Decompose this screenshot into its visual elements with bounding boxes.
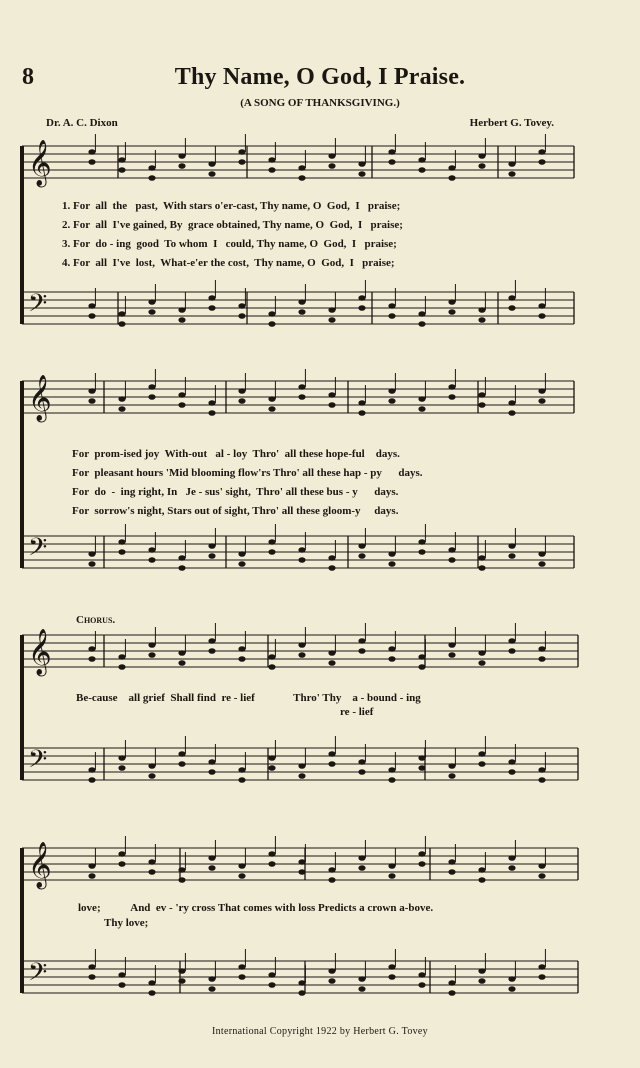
system-3-treble-note [208,638,215,644]
system-3-treble-note [268,664,275,670]
system-1-bass-note [208,305,215,311]
system-3-treble-note [418,664,425,670]
system-2-treble-note [418,406,425,412]
hymn-subtitle: (A SONG OF THANKSGIVING.) [240,97,400,109]
system-3-treble-note [118,664,125,670]
system-4-treble-note [508,865,515,871]
system-2-treble-note [178,402,185,408]
system-3-treble-note [298,642,305,648]
system-2-treble-note [268,396,275,402]
system-2-bass-note [208,543,215,549]
system-2-bass-note [388,551,395,557]
system-4-bass-note [478,968,485,974]
system-2-treble-note [298,384,305,390]
system-2-treble-note [448,394,455,400]
system-2-bass-note [478,565,485,571]
system-3-bass-note [388,777,395,783]
system-2-bass-note [118,539,125,545]
system-2-bass-note [508,553,515,559]
system-3-treble-note [268,654,275,660]
system-4-treble-note [268,861,275,867]
system-2-bass-note [358,543,365,549]
chorus-line-1: Be-cause all grief Shall find re - lief Thro' Thy a - bound - ing [76,692,421,704]
system-1-bass-note [268,311,275,317]
chorus-line-1-bass: re - lief [340,706,374,718]
system-2-treble-note [88,388,95,394]
system-3-bass-note [268,765,275,771]
system-4-treble-note [448,859,455,865]
system-3-bass-note [508,769,515,775]
system-3-treble-note [508,648,515,654]
system-3-bass-note [328,761,335,767]
system-2-treble-note [208,410,215,416]
system-3-bass-note [208,769,215,775]
system-2-bass-note [328,555,335,561]
system-3-bass-note [178,761,185,767]
system-1-treble-note [418,167,425,173]
system-3-treble-note [478,650,485,656]
system-2-treble-note [178,392,185,398]
system-2-bass-note [268,539,275,545]
system-2-treble-note [148,384,155,390]
system-1-treble-note [238,159,245,165]
system-1-treble-note [388,149,395,155]
system-1-bass-note [508,305,515,311]
system-2-bass-note [298,547,305,553]
system-1-bass-note [388,313,395,319]
system-4-treble-note [118,861,125,867]
system-4-treble-note [298,869,305,875]
system-3-treble-note [328,660,335,666]
system-1-treble-note [508,161,515,167]
system-1-bass-note [478,317,485,323]
system-2-bass-note [88,551,95,557]
system-4-bass-note [268,982,275,988]
system-4-bass-note [478,978,485,984]
system-3-treble-note [358,638,365,644]
system-4-treble-note [418,851,425,857]
system-1-bass-note [118,311,125,317]
system-1-treble-note [118,157,125,163]
system-3-bass-note [238,777,245,783]
system-1-bass-note [328,307,335,313]
system-4-treble-note [148,859,155,865]
system-2-treble-note [118,396,125,402]
system-3-treble-note [148,652,155,658]
system-2-treble-note [328,392,335,398]
system-3-treble-note [478,660,485,666]
system-3-bass-note [448,773,455,779]
system-4-treble-note [88,863,95,869]
system-1-bass-note [238,303,245,309]
system-4-treble-note [478,877,485,883]
chorus-label: Chorus. [76,614,116,626]
system-4-bass-note [358,976,365,982]
system-4-treble-note [448,869,455,875]
system-2-bass-note [148,547,155,553]
system-1-bass-note [418,311,425,317]
system-3-treble-note [448,642,455,648]
system-3-treble-note [238,646,245,652]
system-2-bass-note [298,557,305,563]
system-3-treble-clef: 𝄞 [28,629,52,675]
system-3-bass-note [538,767,545,773]
system-3-bass-note [298,773,305,779]
system-1-treble-note [358,161,365,167]
system-4-treble-note [328,877,335,883]
system-4-bass-note [448,980,455,986]
system-4-bass-note [298,990,305,996]
system-1-treble-note [538,149,545,155]
system-1-treble-note [148,175,155,181]
hymn-number: 8 [22,64,34,90]
system-4-bass-clef: 𝄢 [28,958,48,993]
system-2-treble-note [268,406,275,412]
system-3-bass-note [418,755,425,761]
system-4-treble-note [238,873,245,879]
system-3-treble-note [508,638,515,644]
system-4-treble-note [418,861,425,867]
system-3-bass-note [208,759,215,765]
system-3-bass-note [118,765,125,771]
system-4-bass-note [388,964,395,970]
system-4-bass-note [268,972,275,978]
system-2-bass-note [148,557,155,563]
system-1-treble-note [448,165,455,171]
verse-3-line-1: 3. For do - ing good To whom I could, Thy name, O God, I praise; [62,238,397,250]
system-4-treble-note [328,867,335,873]
system-2-treble-note [148,394,155,400]
system-2-bass-note [418,549,425,555]
system-4-treble-note [298,859,305,865]
system-4-bass-note [118,982,125,988]
system-1-treble-note [298,175,305,181]
verse-1-line-1: 1. For all the past, With stars o'er-cast, Thy name, O God, I praise; [62,200,401,212]
system-3-bass-note [328,751,335,757]
system-1-bass-note [448,309,455,315]
system-1-treble-note [328,153,335,159]
system-1-bass-note [178,317,185,323]
system-3-bass-note [298,763,305,769]
system-4-treble-note [538,873,545,879]
system-4-treble-note [358,865,365,871]
system-2-treble-note [418,396,425,402]
verse-3-line-2: For do - ing right, In Je - sus' sight, Thro' all these bus - y days. [72,486,399,498]
system-1-treble-note [88,149,95,155]
system-4-treble-note [208,855,215,861]
system-1-bass-note [208,295,215,301]
system-2-bass-note [268,549,275,555]
system-1-treble-note [448,175,455,181]
system-2-bass-note [238,561,245,567]
system-4-bass-note [238,974,245,980]
system-1-treble-note [268,167,275,173]
system-2-treble-note [328,402,335,408]
verse-1-line-2: For prom-ised joy With-out al - loy Thro' all these hope-ful days. [72,448,400,460]
system-2-treble-note [478,392,485,398]
system-3-treble-note [118,654,125,660]
system-4-treble-clef: 𝄞 [28,842,52,888]
system-2-treble-note [538,398,545,404]
system-3-bass-note [238,767,245,773]
hymn-title: Thy Name, O God, I Praise. [174,64,466,90]
system-3-bass-note [358,759,365,765]
system-1-bass-note [178,307,185,313]
system-1-treble-note [388,159,395,165]
system-3-bass-note [538,777,545,783]
system-3-treble-note [178,660,185,666]
system-3-treble-note [388,656,395,662]
system-2-bass-note [448,557,455,563]
system-2-treble-note [448,384,455,390]
system-1-bass-note [88,313,95,319]
system-2-treble-note [238,398,245,404]
system-4-treble-note [508,855,515,861]
system-4-bass-note [148,980,155,986]
system-3-bass-note [388,767,395,773]
system-2-bass-note [478,555,485,561]
system-1-treble-note [538,159,545,165]
system-1-bass-note [298,299,305,305]
system-4-treble-note [538,863,545,869]
system-4-treble-note [268,851,275,857]
system-1-bass-note [508,295,515,301]
system-3-treble-note [418,654,425,660]
system-2-bass-note [418,539,425,545]
system-2-bass-note [328,565,335,571]
verse-2-line-2: For pleasant hours 'Mid blooming flow'rs Thro' all these hap - py days. [72,467,423,479]
system-4-treble-note [478,867,485,873]
system-3-bass-note [358,769,365,775]
system-3-bass-note [478,761,485,767]
system-2-treble-note [388,388,395,394]
system-1-treble-note [358,171,365,177]
system-4-bass-note [418,972,425,978]
system-3-bass-note [448,763,455,769]
system-1-bass-note [238,313,245,319]
system-2-bass-note [448,547,455,553]
system-2-treble-note [118,406,125,412]
system-1-treble-note [178,153,185,159]
system-4-treble-note [118,851,125,857]
verse-4-line-2: For sorrow's night, Stars out of sight, Thro' all these gloom-y days. [72,505,399,517]
system-2-bass-note [388,561,395,567]
system-4-bass-note [538,974,545,980]
system-2-treble-note [388,398,395,404]
system-1-treble-note [508,171,515,177]
copyright-notice: International Copyright 1922 by Herbert G. Tovey [212,1026,428,1037]
system-2-treble-clef: 𝄞 [28,375,52,421]
system-2-treble-note [478,402,485,408]
system-3-treble-note [448,652,455,658]
system-2-bass-clef: 𝄢 [28,533,48,568]
system-1-treble-note [148,165,155,171]
system-1-treble-note [208,171,215,177]
chorus-line-2-bass: Thy love; [104,917,149,929]
system-2-treble-note [298,394,305,400]
system-3-treble-note [298,652,305,658]
system-4-bass-note [328,968,335,974]
system-3-bass-note [88,777,95,783]
system-2-bass-note [358,553,365,559]
system-1-bass-note [478,307,485,313]
system-2-bass-note [88,561,95,567]
system-2-bass-note [178,555,185,561]
system-3-bass-note [418,765,425,771]
system-2-bass-note [118,549,125,555]
system-4-bass-note [238,964,245,970]
system-1-treble-note [268,157,275,163]
system-1-treble-clef: 𝄞 [28,140,52,186]
system-2-treble-note [208,400,215,406]
system-4-bass-note [388,974,395,980]
verse-2-line-1: 2. For all I've gained, By grace obtained, Thy name, O God, I praise; [62,219,403,231]
system-4-bass-note [208,976,215,982]
system-1-bass-note [148,309,155,315]
verse-4-line-1: 4. For all I've lost, What-e'er the cost, Thy name, O God, I praise; [62,257,395,269]
system-2-bass-note [508,543,515,549]
system-4-bass-note [508,986,515,992]
system-3-bass-note [148,763,155,769]
system-3-treble-note [88,646,95,652]
system-3-treble-note [358,648,365,654]
system-3-bass-note [268,755,275,761]
system-3-bass-clef: 𝄢 [28,745,48,780]
system-1-bass-note [358,295,365,301]
system-3-treble-note [148,642,155,648]
system-1-bass-note [448,299,455,305]
system-4-bass-note [328,978,335,984]
system-4-bass-note [178,968,185,974]
system-3-bass-note [178,751,185,757]
system-3-treble-note [88,656,95,662]
system-2-treble-note [358,410,365,416]
chorus-line-2: love; And ev - 'ry cross That comes with loss Predicts a crown a-bove. [78,902,434,914]
system-1-bass-note [118,321,125,327]
system-4-treble-note [238,863,245,869]
system-2-treble-note [358,400,365,406]
system-1-treble-note [238,149,245,155]
system-1-treble-note [178,163,185,169]
system-4-bass-note [508,976,515,982]
system-4-treble-note [208,865,215,871]
system-4-bass-note [88,964,95,970]
system-2-bass-note [538,551,545,557]
system-3-bass-note [88,767,95,773]
system-2-bass-note [208,553,215,559]
system-1-bass-note [358,305,365,311]
system-2-treble-note [508,400,515,406]
system-3-treble-note [538,656,545,662]
system-1-bass-clef: 𝄢 [28,289,48,324]
system-4-treble-note [388,863,395,869]
system-1-treble-note [88,159,95,165]
system-3-bass-note [118,755,125,761]
system-4-bass-note [448,990,455,996]
system-1-treble-note [208,161,215,167]
system-3-treble-note [328,650,335,656]
system-2-treble-note [88,398,95,404]
lyricist: Dr. A. C. Dixon [46,117,118,129]
system-1-treble-note [118,167,125,173]
system-3-treble-note [538,646,545,652]
system-4-treble-note [88,873,95,879]
system-1-bass-note [298,309,305,315]
system-3-treble-note [238,656,245,662]
system-3-treble-note [208,648,215,654]
system-4-bass-note [298,980,305,986]
system-4-bass-note [358,986,365,992]
system-2-treble-note [508,410,515,416]
system-1-treble-note [478,153,485,159]
composer: Herbert G. Tovey. [469,117,554,129]
system-4-treble-note [178,867,185,873]
system-4-bass-note [178,978,185,984]
system-4-bass-note [118,972,125,978]
system-1-bass-note [268,321,275,327]
system-1-treble-note [478,163,485,169]
system-1-bass-note [328,317,335,323]
system-1-treble-note [298,165,305,171]
system-1-bass-note [538,313,545,319]
system-4-bass-note [208,986,215,992]
system-4-bass-note [538,964,545,970]
system-3-bass-note [148,773,155,779]
system-1-bass-note [88,303,95,309]
system-4-treble-note [148,869,155,875]
system-4-treble-note [388,873,395,879]
system-4-bass-note [148,990,155,996]
system-1-bass-note [418,321,425,327]
system-3-treble-note [388,646,395,652]
system-3-treble-note [178,650,185,656]
system-1-treble-note [328,163,335,169]
system-2-bass-note [238,551,245,557]
system-2-bass-note [178,565,185,571]
system-4-treble-note [358,855,365,861]
system-1-bass-note [148,299,155,305]
system-2-treble-note [538,388,545,394]
system-4-bass-note [418,982,425,988]
system-2-bass-note [538,561,545,567]
system-2-treble-note [238,388,245,394]
system-1-bass-note [388,303,395,309]
system-1-bass-note [538,303,545,309]
system-3-bass-note [508,759,515,765]
system-3-bass-note [478,751,485,757]
system-4-treble-note [178,877,185,883]
system-4-bass-note [88,974,95,980]
system-1-treble-note [418,157,425,163]
